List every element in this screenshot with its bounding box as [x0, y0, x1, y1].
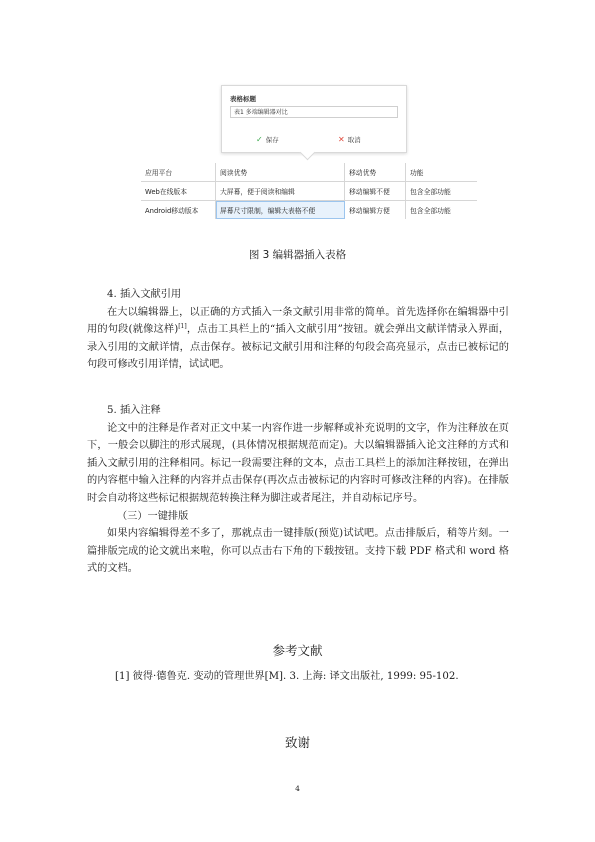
section-heading: （三）一键排版 [117, 510, 189, 522]
table-cell: 包含全部功能 [406, 201, 478, 220]
table-title-input[interactable]: 表1 多端编辑器对比 [230, 106, 398, 118]
table-cell: 功能 [406, 163, 478, 182]
comparison-table [141, 163, 477, 219]
figure-caption: 图 3 编辑器插入表格 [248, 249, 347, 261]
acknowledgements-title: 致谢 [284, 735, 310, 750]
reference-item: [1] 彼得·德鲁克. 变动的管理世界[M]. 3. 上海: 译文出版社, 1999: 95-102. [115, 671, 459, 682]
cancel-label: 取消 [347, 136, 361, 144]
references-title: 参考文献 [272, 643, 323, 658]
table-cell: 移动编辑方便 [345, 201, 406, 220]
popup-label: 表格标题 [230, 95, 256, 103]
page-number: 4 [295, 784, 300, 793]
table-row [141, 201, 477, 220]
figure-editor-table [141, 85, 477, 223]
popup-arrow [300, 145, 316, 161]
table-cell: 移动优势 [345, 163, 406, 182]
save-label: 保存 [265, 136, 279, 144]
section-citation [87, 286, 509, 374]
check-icon: ✓ [256, 135, 263, 144]
paragraph-text: 在大以编辑器上，以正确的方式插入一条文献引用非常的简单。首先选择你在编辑器中引用的句段(就像这样) [87, 306, 509, 336]
save-button[interactable] [256, 135, 279, 144]
table-row [141, 182, 477, 201]
table-cell: 阅读优势 [216, 163, 345, 182]
section-heading: 5. 插入注释 [107, 405, 161, 416]
table-title-popup [221, 85, 407, 153]
paragraph [87, 304, 509, 374]
section-heading: 4. 插入文献引用 [107, 289, 182, 300]
paragraph: 如果内容编辑得差不多了，那就点击一键排版(预览)试试吧。点击排版后，稍等片刻。一篇排版完成的论文就出来啦，你可以点击右下角的下载按钮。支持下载 PDF 格式和 word 格式的文档。 [87, 528, 509, 575]
table-cell: Android移动版本 [141, 201, 216, 220]
paragraph-text: ，点击工具栏上的“插入文献引用”按钮。就会弹出文献详情录入界面，录入引用的文献详情，点击保存。被标记文献引用和注释的句段会高亮显示，点击已被标记的句段可修改引用详情，试试吧。 [87, 324, 510, 371]
table-cell-selected[interactable]: 屏幕尺寸限制，编辑大表格不便 [216, 201, 345, 220]
table-cell: Web在线版本 [141, 182, 216, 201]
cancel-button[interactable] [338, 135, 361, 144]
paragraph: 论文中的注释是作者对正文中某一内容作进一步解释或补充说明的文字，作为注释放在页下，一般会以脚注的形式展现，(具体情况根据规范而定)。大以编辑器插入论文注释的方式和插入文献引用的注释相同。标记一段需要注释的文本，点击工具栏上的添加注释按钮，在弹出的内容框中输入注释的内容并点击保存(再次点击被标记的内容时可修改注释的内容)。在排版时会自动将这些标记根据规范转换注释为脚注或者尾注，并自动标记序号。 [87, 422, 509, 504]
section-annotation [87, 402, 509, 578]
close-icon: ✕ [338, 135, 345, 144]
table-cell: 移动编辑不便 [345, 182, 406, 201]
table-cell: 大屏幕，便于阅读和编辑 [216, 182, 345, 201]
table-cell: 包含全部功能 [406, 182, 478, 201]
table-row [141, 163, 477, 182]
citation-marker: [1] [178, 323, 187, 331]
table-cell: 应用平台 [141, 163, 216, 182]
